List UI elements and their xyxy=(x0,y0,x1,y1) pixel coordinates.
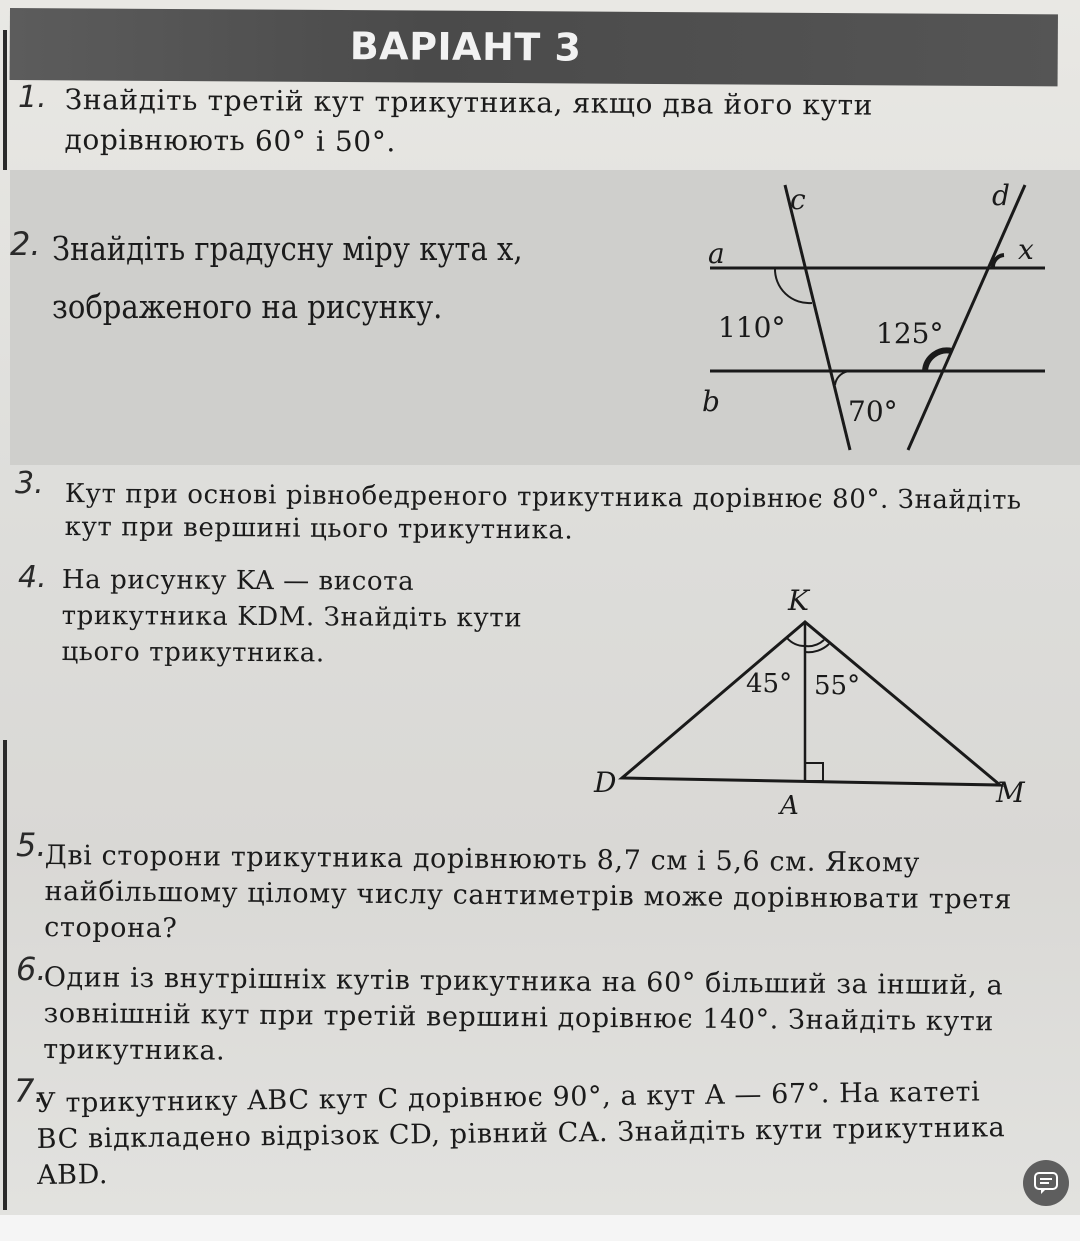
task-number: 5. xyxy=(16,826,47,864)
label-a: a xyxy=(708,237,725,270)
floating-chat-button[interactable] xyxy=(1023,1160,1069,1206)
bottom-strip xyxy=(0,1215,1080,1241)
task-number: 6. xyxy=(16,950,47,988)
task-6-text: Один із внутрішніх кутів трикутника на 60° більший за інший, а зовнішній кут при третій вершині дорівнює 140°. Знайдіть кути трикутника. xyxy=(43,961,1004,1067)
label-k: K xyxy=(788,584,809,617)
task-number: 2. xyxy=(10,225,41,263)
task-number: 7. xyxy=(14,1072,45,1110)
variant-title: ВАРІАНТ 3 xyxy=(349,24,582,70)
label-m: M xyxy=(996,776,1025,809)
task-5-text: Дві сторони трикутника дорівнюють 8,7 см і 5,6 см. Якому найбільшому цілому числу сантиметрів може дорівнювати третя сторона? xyxy=(44,839,1013,945)
angle-45-arc xyxy=(787,638,805,646)
header-band xyxy=(10,8,1058,86)
angle-70-arc xyxy=(835,371,852,385)
task-3-text: Кут при основі рівнобедреного трикутника дорівнює 80°. Знайдіть кут при вершині цього трикутника. xyxy=(64,478,1022,546)
chat-icon xyxy=(1033,1171,1059,1195)
task-1-text: Знайдіть третій кут трикутника, якщо два його кути дорівнюють 60° і 50°. xyxy=(64,82,874,159)
label-b: b xyxy=(702,385,720,418)
label-a-vertex: A xyxy=(780,791,799,821)
binding-rule xyxy=(3,30,7,170)
parallel-lines-figure xyxy=(690,175,1060,460)
label-55: 55° xyxy=(814,671,861,701)
label-110: 110° xyxy=(718,311,786,344)
label-45: 45° xyxy=(746,669,793,699)
angle-55-arc-1 xyxy=(805,640,824,646)
right-angle-mark xyxy=(805,763,823,781)
task-4-text: На рисунку KA — висота трикутника KDM. Знайдіть кути цього трикутника. xyxy=(61,564,523,669)
label-125: 125° xyxy=(876,317,944,350)
label-d: d xyxy=(992,179,1010,212)
label-x: x xyxy=(1018,233,1034,266)
task-number: 3. xyxy=(15,466,44,501)
triangle-kdm-figure xyxy=(580,580,1050,830)
task-number: 1. xyxy=(18,80,47,115)
task-number: 4. xyxy=(18,560,47,595)
task-7-text: У трикутнику ABC кут C дорівнює 90°, а кут A — 67°. На катеті BC відкладено відрізок CD, рівний CA. Знайдіть кути трикутника ABD. xyxy=(36,1076,1006,1191)
label-d-vertex: D xyxy=(594,766,617,799)
label-70: 70° xyxy=(848,395,898,428)
label-c: c xyxy=(790,183,806,216)
line-c xyxy=(785,185,850,450)
task-2-text: Знайдіть градусну міру кута x, зображеного на рисунку. xyxy=(52,229,523,326)
binding-rule xyxy=(3,740,7,1210)
